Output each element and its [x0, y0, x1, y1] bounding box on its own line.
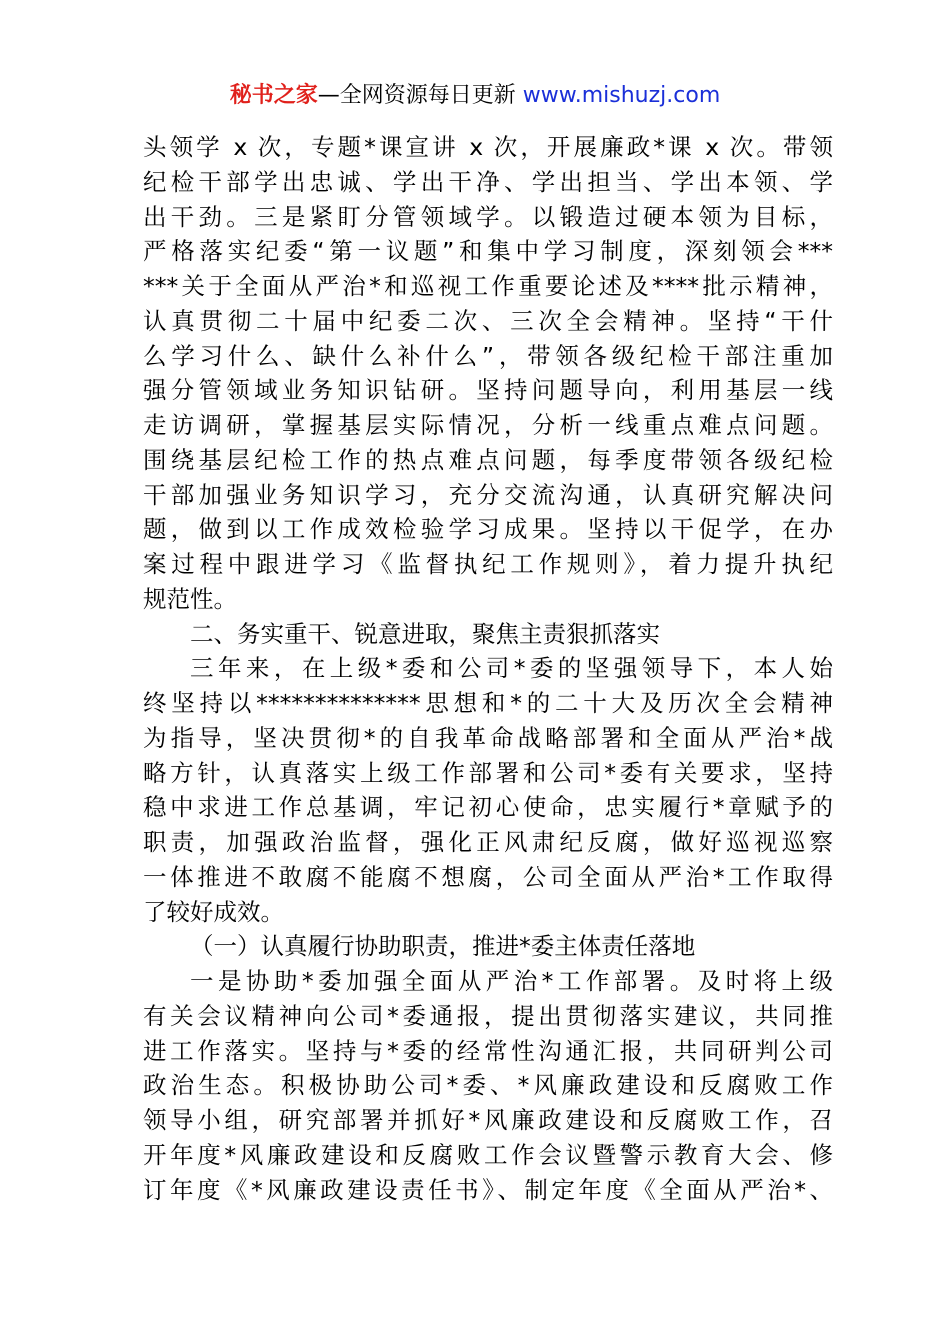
text-line: 一是协助*委加强全面从严治*工作部署。及时将上级 — [190, 967, 833, 995]
text-line: ***关于全面从严治*和巡视工作重要论述及****批示精神， — [143, 272, 833, 300]
text-line: 职责，加强政治监督，强化正风肃纪反腐，做好巡视巡察 — [143, 828, 833, 856]
text-line: 走访调研，掌握基层实际情况，分析一线重点难点问题。 — [143, 411, 833, 439]
text-line: 领导小组，研究部署并抓好*风廉政建设和反腐败工作，召 — [143, 1106, 833, 1134]
text-line: （一）认真履行协助职责，推进*委主体责任落地 — [190, 932, 696, 961]
page-header — [0, 81, 950, 111]
text-line: 干部加强业务知识学习，充分交流沟通，认真研究解决问 — [143, 480, 833, 509]
text-line: 稳中求进工作总基调，牢记初心使命，忠实履行*章赋予的 — [143, 793, 833, 822]
text-line: 纪检干部学出忠诚、学出干净、学出担当、学出本领、学 — [143, 167, 833, 196]
header-url[interactable]: www.mishuzj.com — [522, 83, 721, 108]
text-line: 了较好成效。 — [143, 897, 284, 926]
text-line: 终坚持以**************思想和*的二十大及历次全会精神 — [143, 689, 833, 717]
header-brand: 秘书之家 — [229, 83, 318, 108]
text-line: 订年度《*风廉政建设责任书》、制定年度《全面从严治*、 — [143, 1175, 833, 1204]
text-line: 为指导，坚决贯彻*的自我革命战略部署和全面从严治*战 — [143, 723, 833, 752]
text-line: 案过程中跟进学习《监督执纪工作规则》，着力提升执纪 — [143, 550, 833, 578]
text-line: 政治生态。积极协助公司*委、*风廉政建设和反腐败工作 — [143, 1071, 833, 1100]
text-line: 进工作落实。坚持与*委的经常性沟通汇报，共同研判公司 — [143, 1036, 833, 1065]
text-line: 严格落实纪委“第一议题”和集中学习制度，深刻领会*** — [143, 237, 833, 266]
text-line: 三年来，在上级*委和公司*委的坚强领导下，本人始 — [190, 654, 833, 683]
text-line: 头领学 x 次，专题*课宣讲 x 次，开展廉政*课 x 次。带领 — [143, 133, 833, 161]
text-line: 强分管领域业务知识钻研。坚持问题导向，利用基层一线 — [143, 376, 833, 405]
text-line: 出干劲。三是紧盯分管领域学。以锻造过硬本领为目标， — [143, 202, 833, 231]
document-body — [143, 130, 833, 1207]
text-line: 么学习什么、缺什么补什么”，带领各级纪检干部注重加 — [143, 341, 833, 370]
text-line: 有关会议精神向公司*委通报，提出贯彻落实建议，共同推 — [143, 1001, 833, 1030]
text-line: 题，做到以工作成效检验学习成果。坚持以干促学，在办 — [143, 515, 833, 544]
header-tagline: —全网资源每日更新 — [317, 83, 523, 108]
text-line: 认真贯彻二十届中纪委二次、三次全会精神。坚持“干什 — [143, 306, 833, 335]
text-line: 略方针，认真落实上级工作部署和公司*委有关要求，坚持 — [143, 758, 833, 787]
text-line: 一体推进不敢腐不能腐不想腐，公司全面从严治*工作取得 — [143, 862, 833, 891]
text-line: 二、务实重干、锐意进取，聚焦主责狠抓落实 — [190, 619, 660, 648]
text-line: 围绕基层纪检工作的热点难点问题，每季度带领各级纪检 — [143, 445, 833, 474]
text-line: 开年度*风廉政建设和反腐败工作会议暨警示教育大会、修 — [143, 1140, 833, 1169]
text-line: 规范性。 — [143, 584, 237, 613]
